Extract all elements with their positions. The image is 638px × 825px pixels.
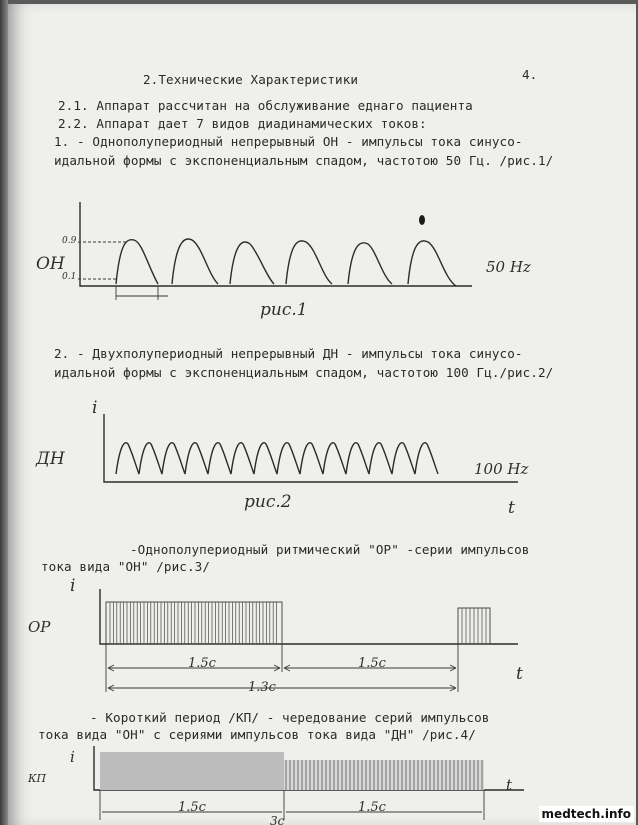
figure1-tick-0-9: 0.9	[62, 236, 77, 246]
item1-text-line2: идальной формы с экспоненциальным спадом, частотою 50 Гц. /рис.1/	[54, 153, 554, 168]
figure3-period: 1.3с	[248, 680, 276, 695]
figure4-duration-1: 1.5с	[178, 800, 206, 815]
item3-text-line2: тока вида "ОН" /рис.3/	[41, 559, 211, 574]
figure2-frequency: 100 Hz	[474, 460, 529, 478]
figure1-frequency: 50 Hz	[486, 258, 531, 276]
item2-text-line1: 2. - Двухполупериодный непрерывный ДН - импульсы тока синусо-	[54, 346, 523, 361]
page-binding-shadow	[0, 0, 8, 825]
item1-text-line1: 1. - Однополупериодный непрерывный ОН - импульсы тока синусо-	[54, 134, 523, 149]
figure4-label: КП	[28, 772, 47, 785]
figure3-axis-t: t	[516, 664, 523, 684]
figure3-label: ОР	[28, 618, 51, 636]
figure3-axis-i: i	[70, 576, 76, 596]
figure4-duration-2: 1.5с	[358, 800, 386, 815]
item4-text-line2: тока вида "ОН" с сериями импульсов тока вида "ДН" /рис.4/	[38, 727, 476, 742]
figure4-waveform	[8, 4, 636, 825]
figure2-label: ДН	[36, 449, 65, 469]
paragraph-2-1: 2.1. Аппарат рассчитан на обслуживание еднаго пациента	[58, 98, 473, 113]
item3-text-line1: -Однополупериодный ритмический "ОР" -серии импульсов	[130, 542, 530, 557]
figure3-duration-1: 1.5с	[188, 656, 216, 671]
figure2-caption: рис.2	[244, 492, 292, 512]
figure3-duration-2: 1.5с	[358, 656, 386, 671]
figure1-tick-0-1: 0.1	[62, 272, 77, 282]
figure4-period: 3с	[270, 814, 285, 825]
page-number: 4.	[522, 67, 538, 82]
paragraph-2-2: 2.2. Аппарат дает 7 видов диадинамических токов:	[58, 116, 427, 131]
figure2-axis-t: t	[508, 498, 515, 518]
figure1-caption: рис.1	[260, 300, 308, 320]
figure1-label: ОН	[36, 254, 65, 274]
figure4-axis-t: t	[506, 776, 513, 794]
figure4-axis-i: i	[70, 748, 75, 766]
watermark: medtech.info	[539, 806, 634, 822]
figure2-axis-i: i	[92, 398, 98, 418]
document-page	[8, 4, 636, 825]
item4-text-line1: - Короткий период /КП/ - чередование серий импульсов	[90, 710, 490, 725]
section-title: 2.Технические Характеристики	[143, 72, 359, 87]
item2-text-line2: идальной формы с экспоненциальным спадом, частотою 100 Гц./рис.2/	[54, 365, 554, 380]
